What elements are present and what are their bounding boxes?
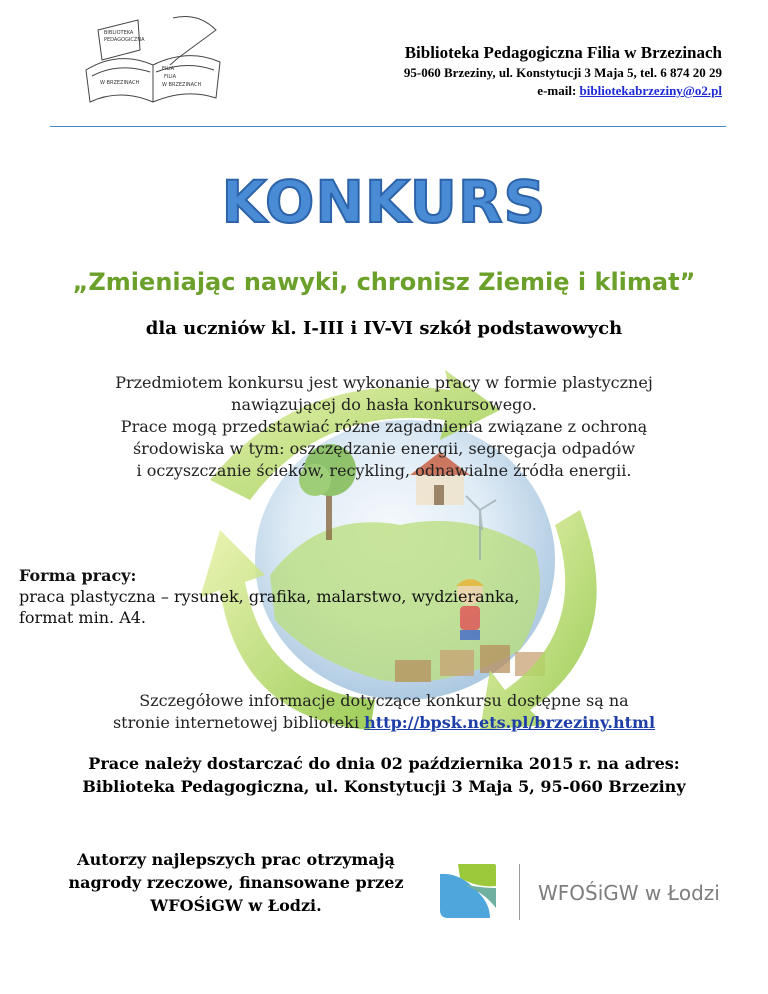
description-line: nawiązującej do hasła konkursowego. [231, 395, 537, 414]
library-logo-sketch-icon [78, 10, 228, 110]
prizes-line: WFOŚiGW w Łodzi. [150, 896, 322, 915]
library-name: Biblioteka Pedagogiczna Filia w Brzezinach [404, 43, 722, 62]
website-link[interactable]: http://bpsk.nets.pl/brzeziny.html [364, 713, 656, 732]
logo-line-2: PEDAGOGICZNA [104, 37, 145, 43]
library-address: 95-060 Brzeziny, ul. Konstytucji 3 Maja 5, tel. 6 874 20 29 [403, 65, 722, 80]
logo-line-6: W BRZEZINACH [162, 82, 202, 88]
logo-line-5: FILIA [164, 74, 177, 80]
info-prefix: stronie internetowej biblioteki [112, 713, 360, 732]
page-title: KONKURS [221, 168, 547, 236]
wfosigw-logo-icon [438, 862, 498, 920]
email-link[interactable]: bibliotekabrzeziny@o2.pl [579, 83, 722, 98]
logo-line-1: BIBLIOTEKA [104, 30, 134, 36]
target-audience: dla uczniów kl. I-III i IV-VI szkół podstawowych [145, 318, 623, 339]
info-line: Szczegółowe informacje dotyczące konkursu dostępne są na [139, 691, 629, 710]
email-label: e-mail: [537, 83, 577, 98]
description-line: Prace mogą przedstawiać różne zagadnienia związane z ochroną [120, 417, 648, 436]
description-line: Przedmiotem konkursu jest wykonanie pracy w formie plastycznej [115, 373, 653, 392]
work-form-label: Forma pracy: [19, 566, 137, 585]
sponsor-name: WFOŚiGW w Łodzi [538, 881, 720, 905]
library-email-line [404, 82, 722, 99]
work-form-line: praca plastyczna – rysunek, grafika, malarstwo, wydzieranka, [19, 587, 520, 606]
submission-deadline [40, 752, 728, 798]
details-info [40, 690, 728, 734]
logo-line-3: FILIA [162, 66, 175, 72]
logo-line-4: W BRZEZINACH [100, 80, 140, 86]
info-line [40, 712, 728, 734]
work-form-line: format min. A4. [19, 608, 147, 627]
prizes-info [36, 848, 436, 917]
sponsor-divider [519, 864, 520, 920]
header-divider [50, 126, 726, 127]
deadline-address: Biblioteka Pedagogiczna, ul. Konstytucji 3 Maja 5, 95-060 Brzeziny [82, 777, 686, 796]
description-line: środowiska w tym: oszczędzanie energii, segregacja odpadów [132, 439, 636, 458]
description-line: i oczyszczanie ścieków, recykling, odnawialne źródła energii. [136, 461, 632, 480]
deadline-line: Prace należy dostarczać do dnia 02 października 2015 r. na adres: [88, 754, 680, 773]
contest-slogan: „Zmieniając nawyki, chronisz Ziemię i klimat” [72, 268, 696, 296]
prizes-line: Autorzy najlepszych prac otrzymają [77, 850, 395, 869]
work-form-section [19, 565, 659, 628]
library-header [404, 42, 722, 99]
prizes-line: nagrody rzeczowe, finansowane przez [68, 873, 404, 892]
contest-description [40, 372, 728, 482]
